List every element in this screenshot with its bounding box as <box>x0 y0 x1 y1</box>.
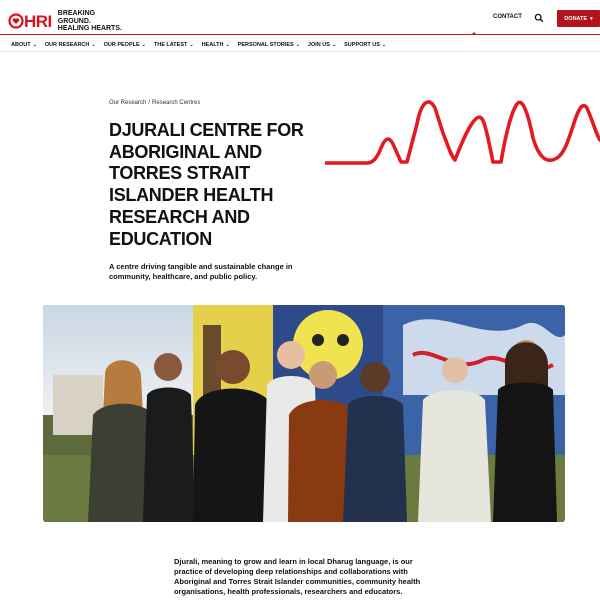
chevron-down-icon: ⌄ <box>295 42 300 48</box>
chevron-down-icon: ⌄ <box>91 42 96 48</box>
nav-divider <box>0 51 600 52</box>
nav-label: JOIN US <box>307 42 330 48</box>
nav-item-our-people[interactable] <box>104 42 146 48</box>
group-photo-image <box>43 305 565 522</box>
breadcrumb-link-our-research[interactable]: Our Research <box>109 100 147 106</box>
chevron-down-icon: ⌄ <box>141 42 146 48</box>
nav-label: THE LATEST <box>153 42 188 48</box>
chevron-down-icon: ⌄ <box>331 42 337 48</box>
header-divider <box>0 34 600 35</box>
logo-text: HRI <box>24 11 52 31</box>
heart-logo-icon <box>8 13 24 29</box>
chevron-down-icon: ⌄ <box>225 42 230 48</box>
site-header <box>0 0 600 34</box>
nav-item-personal-stories[interactable] <box>238 42 300 48</box>
nav-item-our-research[interactable] <box>45 42 96 48</box>
chevron-down-icon: ▾ <box>590 15 593 22</box>
breadcrumb-link-research-centres[interactable]: Research Centres <box>152 100 201 106</box>
breadcrumb <box>109 100 202 106</box>
main-nav <box>11 40 394 50</box>
title-line: TORRES STRAIT <box>109 163 250 184</box>
tagline-line-1: BREAKING GROUND. <box>57 10 96 25</box>
search-icon[interactable] <box>534 13 544 23</box>
donate-button[interactable] <box>557 10 600 27</box>
title-line: EDUCATION <box>109 228 212 249</box>
site-logo[interactable] <box>8 10 128 33</box>
donate-label: DONATE <box>564 15 588 22</box>
nav-label: OUR RESEARCH <box>44 42 90 48</box>
nav-item-the-latest[interactable] <box>154 42 194 48</box>
nav-item-health[interactable] <box>202 42 230 48</box>
page-title <box>109 120 319 250</box>
nav-item-about[interactable] <box>11 42 37 48</box>
centre-description: Djurali, meaning to grow and learn in local Dharug language, is our practice of developing deep relationships and collaborations with Aboriginal and Torres Strait Islander communities, community health organisations, health professionals, researchers and educators. <box>174 557 421 596</box>
chevron-down-icon: ⌄ <box>32 42 37 48</box>
title-line: ABORIGINAL AND <box>109 141 262 162</box>
chevron-down-icon: ⌄ <box>381 42 387 48</box>
logo-tagline <box>58 10 128 33</box>
nav-label: ABOUT <box>11 42 31 48</box>
breadcrumb-separator: / <box>148 100 151 106</box>
header-notch <box>471 32 477 35</box>
title-line: RESEARCH AND <box>109 206 250 227</box>
heartbeat-line-graphic <box>325 78 600 178</box>
group-photo <box>43 305 565 522</box>
nav-label: OUR PEOPLE <box>103 42 140 48</box>
nav-label: HEALTH <box>201 42 224 48</box>
title-line: ISLANDER HEALTH <box>109 185 274 206</box>
nav-label: PERSONAL STORIES <box>237 42 294 48</box>
nav-item-join-us[interactable] <box>308 42 336 48</box>
nav-item-support-us[interactable] <box>344 42 386 48</box>
chevron-down-icon: ⌄ <box>189 42 194 48</box>
title-line: DJURALI CENTRE FOR <box>109 120 304 140</box>
page-subtitle: A centre driving tangible and sustainable change in community, healthcare, and public policy. <box>109 262 293 281</box>
nav-label: SUPPORT US <box>344 42 380 48</box>
contact-link[interactable]: CONTACT <box>493 14 522 20</box>
tagline-line-2: HEALING HEARTS. <box>57 25 122 32</box>
